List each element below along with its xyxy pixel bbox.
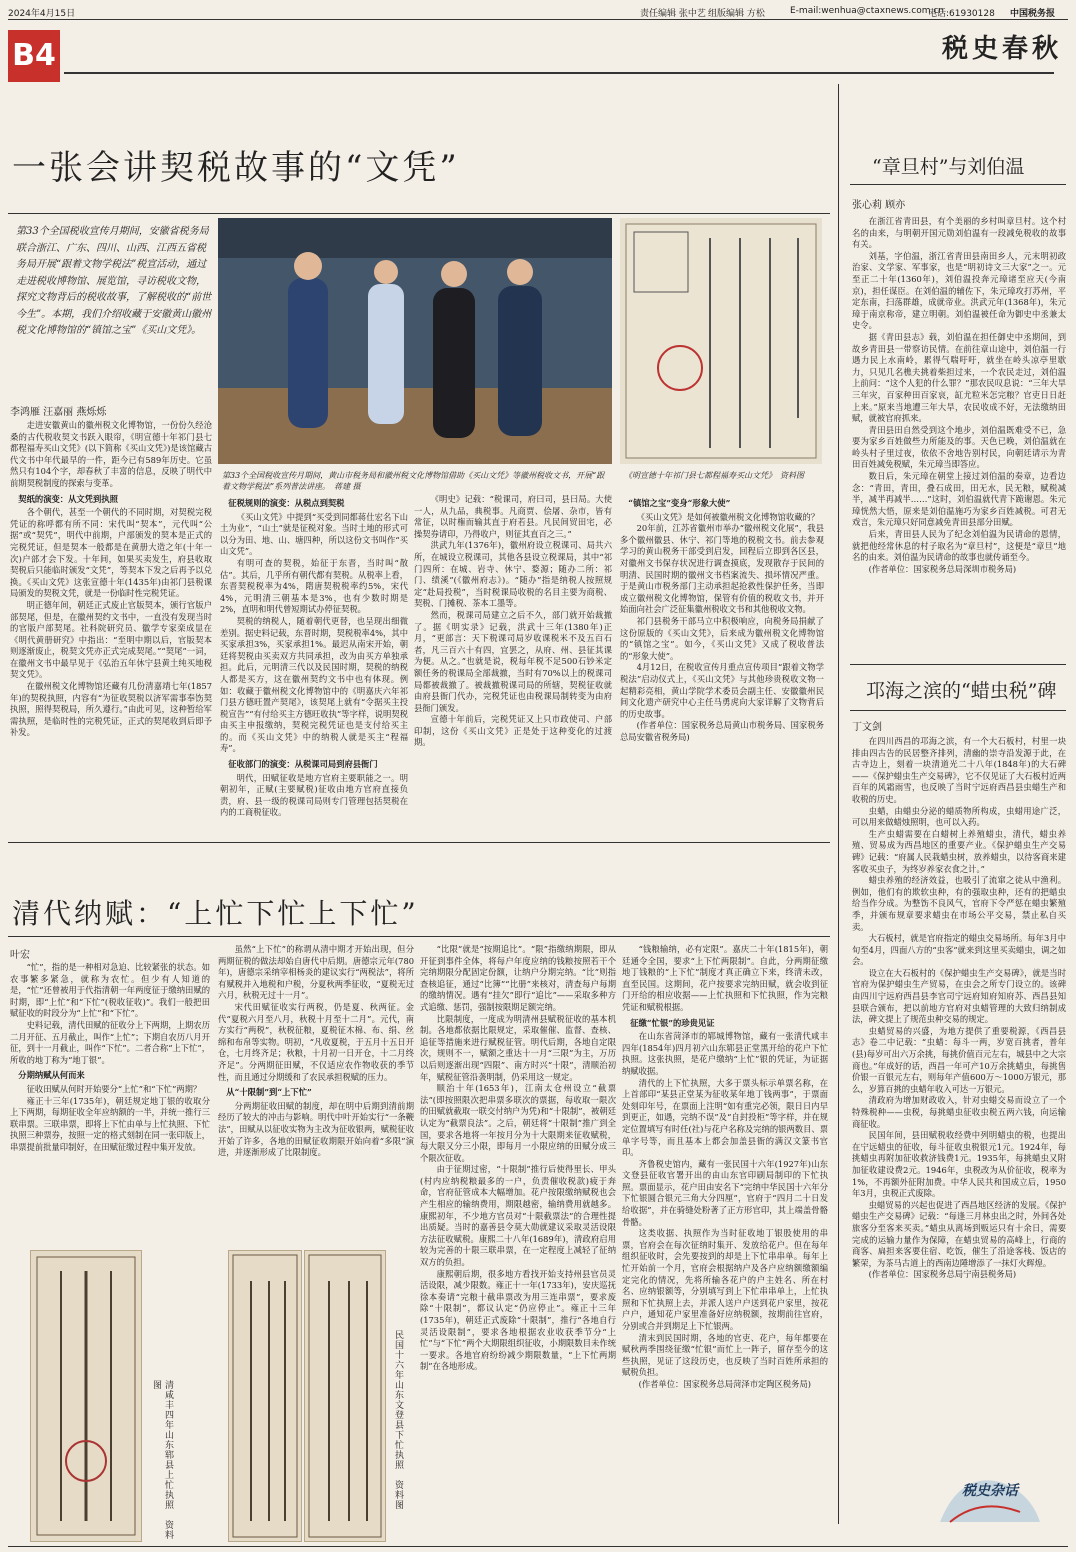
article2-image1-caption: 清咸丰四年山东郓县上忙执照 资料图: [151, 1380, 173, 1540]
footer-rule: [8, 1546, 1068, 1547]
article1-photo-lecture: [218, 218, 612, 464]
subheading: 从“十限制”到“上下忙”: [226, 1087, 312, 1098]
article2-column-2: 虽然“上下忙”的称谓从清中期才开始出现，但分两期征税的做法却始自唐代中后期。唐德宗元年(780年)，唐德宗采纳宰相杨炎的建议实行“两税法”，将所有赋税并入地税和户税，分夏秋两季征收，“夏税无过六月，秋税无过十一月”。 宋代田赋征收实行两税，仍是夏、秋两征。金代“夏税六月至八月，秋税十月至十二月”。元代，南方实行“两税”，秋税征粮，夏税征木棉、布、绢、丝绵和布帛等实物。明初，“凡收夏税，于五月十五日开仓，七月终齐足；秋粮，十月初一日开仓，十二月终齐足”。分两期征田赋，不仅适应农作物收获的季节性，而且通过分期缓和了农民承担税赋的压力。 从“十限制”到“上下忙” 分两期征收田赋的制度，却在明中后期到清前期经历了较大的冲击与影响。明代中叶开始实行“一条鞭法”，田赋从以征收实物为主改为征收银两，赋税征收开始了许多，各地的田赋征收期限开始向着“多限”演进，并逐渐形成了比限制度。: [218, 944, 414, 1158]
article1-column-3: 《明史》记载：“税课司，府曰司，县曰局。大使一人，从九品，典税事。凡商贾、侩屠、杂市，皆有常征，以时権而输其直于府若县。凡民间贸田宅，必操契券请印，乃得收户，则征其直百之三。” 洪武九年(1376年)，徽州府设立税课司、局共六所，在城设立税课司，其他各县设立税课局，其中“祁门四所：在城、岩寺、休宁、婺源；随办二所：祁门、绩溪”(《徽州府志》)。“随办”指是纳税人按照规定“赴局投税”，当时税课局收税的名目主要为商税、契税、门摊税、茶本工墨等。 然而，税课司局建立之后不久，部门就开始裁撤了。据《明实录》记载，洪武十三年(1380年)正月，“更部言：天下税课司局岁收课税米不及五百石者，凡三百六十有四，宜罢之，从府、州、县征其课为便。从之。”也就是说，税每年税不足500石钞米定额任务的税课局全部裁撤，当时有70%以上的税课司局都被裁撤了。被裁撤税课司局的所辖，契税征收就由府县衙门代办，完税凭证也由税课局制转变为由府县衙门颁发。 宣德十年前后，完税凭证又上只市政使司、户部印制，这份《买山文凭》正是处于这种变化的过渡期。: [414, 494, 612, 748]
photo2-credit: 资料图: [780, 471, 804, 480]
receipt-2-art: [229, 1251, 301, 1541]
article1-byline: 李鸿雁 汪嘉丽 燕烁烁: [10, 407, 107, 418]
article1-title: 一张会讲契税故事的“文凭”: [12, 148, 460, 188]
article4-byline: 丁文剑: [852, 722, 882, 733]
photo1-credit: 蒋建 摄: [334, 482, 361, 491]
receipt-3-art: [305, 1251, 385, 1541]
article1-column-2: 征税规则的演变：从税点到契税 《买山文凭》中提到“买受到同都蒋仕宏名下山土为业”，“山土”就是征税对象。当时土地的形式可以分为田、地、山、塘四种，所以这份文书叫作“买山文凭”。 有明可查的契税，始征于东晋，当时叫“散估”。其后，几乎所有朝代都有契税。从税率上看，东晋契税税率为4%，隋唐契税税率约5%，宋代4%，元明清三朝基本是3%，也有少数时期是2%，直明和明代曾短期试办停征契税。 契税的纳税人，随着朝代更替，也呈现出细微差别。据史料记载，东晋时期，契税税率4%，其中买家承担3%，买家承担1%。最迟从南宋开始，朝廷将契税由买卖双方共同承担，改为由买方单独承担。此后，元明清三代以及民国时期，契税的纳税人都是买方，这在徽州契约文书中也有体现。例如：收藏于徽州税文化博物馆中的《明嘉庆六年祁门县方德旺置产契尾》，该契尾上就有“令据买主投税宣告”“有付给买主方德旺收执”等字样，说明契税由买主申报缴纳，契税完税凭证也是支付给买主的。而《买山文凭》中的纳税人就是买主“程福寿”。 征收部门的演变：从税课司局到府县衙门 明代，田赋征收是地方官府主要职能之一。明朝初年，正赋(主要赋税)征收由地方官府直接负责，府、县一级的税课司局则专门管理包括契税在内的工商税征收。: [220, 498, 408, 818]
header-layout: 组版编辑 方松: [708, 9, 765, 19]
header-rule: [8, 19, 1068, 20]
header-phone: 电话:61930128: [928, 9, 995, 19]
article2-column-4: “钱粮输纳，必有定限”。嘉庆二十年(1815年)，朝廷通令全国，要求“上下忙两限制”。自此，分两期征缴地丁钱粮的“上下忙”制度才真正确立下来，终清未改，直至民国。这期间，花户按要求完纳田赋，就会收到征门开给的相应收据——上忙执照和下忙执照，作为完粮凭证和赋税根据。 征缴“忙银”的珍贵见证 在山东省菏泽市的郓城博物馆，藏有一张清代咸丰四年(1854年)四月初六山东郓县正堂黑开给的花户下忙执照。这张执照，是花户缴纳“上忙”银的凭证，为证据纳赋收据。 清代的上下忙执照，大多于票头标示单票名称，在上首部印“某县正堂某为征收某年地丁钱两事”，于票面处刻印年号，在票面上注明“如有重完必领，限日日内早到更正，如遇，完纳不误”及“自封投柜”等字样，并在规定位置填写有时任(社)与花户名称及完纳的银两数目、票单字号等，而且基本上都会加盖县衙的满汉文篆书官印。 齐鲁税史馆内，藏有一张民国十六年(1927年)山东文登县征收官署开出的由山东官印刷局制印的下忙执照。票面显示，花户田由安名下“完纳中华民国十六年分下忙银圆合银元三角大分四厘”，官府于“四月二十日发给收据”，并在骑缝处粉著了正方形官印，其上端盖骨骼骨骼。 这类收据、执照作为当时征收地丁银股使用的串票，官府会在每次征纳时集开、发放给花户。但在每年组织征收时，会先要按到的却是上下忙串串单。每年上忙开始前一个月，官府会根据纳户及各户应纳额缴额编定完化的情况，先将所输各花户的户主姓名、所在村名、应纳银额等，分别填写到上下忙串串单上，上忙执照和下忙执照上去，并派人送户户送到花户家里，按花户户，通知花户家里准备好应纳税额，按期前往官府，分别或合并到期足上下忙银两。 清末到民国时期，各地的官吏、花户，每年都要在赋秋两季围绕征缴“忙银”而忙上一阵子，留存至今的这些执照，见证了这段历史，也反映了当时百姓所承担的赋税负担。 (作者单位：国家税务总局菏泽市定陶区税务局): [622, 944, 828, 1389]
article2-title: 清代纳赋：“上忙下忙上下忙”: [12, 897, 419, 930]
article1-photo2-caption: 《明宣德十年祁门县七都程福寿买山文凭》 资料图: [624, 471, 804, 480]
logo-text: 税史杂话: [962, 1483, 1018, 1499]
subheading: 征税规则的演变：从税点到契税: [228, 498, 345, 508]
article4-top-rule: [850, 664, 1066, 665]
article2-column-1: “忙”，指的是一种相对急迫、比较紧张的状态。如农事繁多紧急，就称为农忙。但少有人知道的是，“忙”还曾被用于代指清朝一年两度征于缴纳田赋的时期，即“上忙”和“下忙”(税收征收)”。我们一般把田赋征收的时段分为“上忙”和“下忙”。 史料记载，清代田赋的征收分上下两期，上期农历二月开征、五月截止，叫作“上忙”；下期自农历八月开征，到十一月截止，叫作“下忙”。二者合称“上下忙”，所收的地丁称为“地丁银”。 分期纳赋从何而来 征收田赋从何时开始要分“上忙”和“下忙”两期？ 雍正十三年(1735年)，朝廷规定地丁银的收取分上下两期，每期征收全年应纳额的一半，并统一推行三联串票。三联串票，即将上下忙由单与上忙执照、下忙执照三种票券，按照一定的格式刻制在同一张印版上，串票提前批量印制好，在田赋征缴过程中集开发放。: [10, 962, 210, 1152]
article4-body: 在四川西昌的邛海之滨，有一个大石板村，村里一块排由四古告的民居整齐排列，清幽的崇寺沿发源于此，在古寺边上，刻着一块清道光二十八年(1848年)的大石碑——《保护蜡虫生产交易碑》，它不仅见证了大石板村近两百年的风霜雨雪，也反映了当时宁远府西昌县虫蜡生产和收税的历史。 虫蜡，由蜡虫分泌的蜡质物所构成，虫蜡用途广泛，可以用来做蜡烛照明，也可以入药。 生产虫蜡需要在白蜡树上养殖蜡虫，清代，蜡虫养殖、贸易成为西昌地区的重要产业。《保护蜡虫生产交易碑》记载：“府属人民栽蜡虫树，放养蜡虫，以待客商来建客收买虫子，为终岁养家衣食之计。” 蜡虫养殖的经济效益，也吸引了流窜之徒从中渔利。例如，他们有的欺软虫种，有的强取虫种，还有的把蜡虫给当作分成。为整饬不良风气，官府下令严惩在蜡虫繁殖季，并颁布规章要求蜡虫在市场公平交易，禁止私自买卖。 大石板村，就是官府指定的蜡虫交易场所。每年3月中旬至4月，四面八方的“虫客”就来到这里买卖蜡虫，调之如会。 设立在大石板村的《保护蜡虫生产交易碑》，就是当时官府为保护蜡虫生产贸易，在虫会之所专门设立的。该碑由四川宁远府西昌县李官司宁远府知府知府苏、西昌县知县联合颁布，把以前地方官府对虫蜡管理的大致归纳制成法，碑文提上了规范虫种交易的规定。 虫蜡贸易的兴盛，为地方提供了重要税源，《西昌县志》卷二中记载：“虫蜡：每斗一两，岁宽百挑者，普年(县)每岁可出六万余挑，每挑价值百元左右，城县中之大宗商也。”年成好的话，西昌一年可产10万余挑蜡虫，每挑售价银一百银元左右，则每年产值600万～1000万银元，那么，岁算百挑的虫蜡年收入可达一万银元。 清政府为增加财政收入，针对虫蜡交易而设立了一个特殊税种——虫税，每挑蜡虫征收虫税五两六钱，向运输商征收。 民国年间，县田赋税收经费中列明蜡虫的税，也提出在宁远蜡虫的征收，每斗征收虫税银元1元。1924年，每挑蜡虫再附加征收救济钱费1元。1935年，每挑蜡虫又附加征收建设费2元。1946年，虫税改为从价征收，税率为1%，不再额外征附加费。中华人民共和国成立后，1950年3月，虫税正式废除。 虫蜡贸易的兴起也促进了西昌地区经济的发展。《保护蜡虫生产交易碑》记载：“每逢三月林虫出之时，外间各处旅客分至客来买卖。”蜡虫从离场到贩运只有十余日，需要完成的运输力量作为保障，在蜡虫贸易的高峰上，行商的商客、扁担来客要住宿、吃饭，催生了沿途客栈、饭店的繁荣，为茶马古道上的西南边陲增添了一抹灯火辉煌。 (作者单位：国家税务总局宁南县税务局): [852, 736, 1066, 1280]
article3-title-rule: [850, 184, 1066, 185]
header-email: E-mail:wenhua@ctaxnews.com.cn: [790, 6, 944, 16]
subheading: 征收部门的演变：从税课司局到府县衙门: [228, 759, 378, 770]
page-code-badge: B4: [8, 30, 60, 82]
header-date: 2024年4月15日: [8, 9, 76, 19]
subheading: 契纸的演变：从文凭到执照: [18, 493, 118, 504]
header-paper: 中国税务报: [1010, 9, 1056, 19]
article4-author-note: (作者单位：国家税务总局宁南县税务局): [868, 1269, 1017, 1280]
article2-byline: 叶宏: [10, 950, 30, 961]
column-logo: [930, 1452, 1050, 1532]
article2-image2-caption: 民国十六年山东文登县下忙执照 资料图: [393, 1330, 403, 1510]
subheading: 分期纳赋从何而来: [18, 1070, 85, 1081]
article1-column-4: “镇馆之宝”变身“形象大使” 《买山文凭》是如何被徽州税文化博物馆收藏的？ 20年前，江苏省徽州市举办“徽州税文化展”，我县多个徽州徽县、休宁、祁门等地的税税文书。前去参观学习的黄山税务干部受到启发，回程后立即到各区县，对徽州文书保存状况进行调查摸底，发现散存于民间的明清、民国时期的徽州文书档案流失、损坏情况严重。于是黄山市税务部门主动承担起抢救性保护任务，当即成立徽州税文化博物馆，保管有价值的税收文书，并开始面向社会广泛征集徽州税收文书和其他税收文物。 祁门县税务干部马立中积极响应，向税务局捐献了这份原版的《买山文凭》，后来成为徽州税文化博物馆的“镇馆之宝”。如今，《买山文凭》又成了税收普法的“形象大使”。 4月12日，在税收宣传月重点宣传项目“跟着文物学税法”启动仪式上，《买山文凭》与其他珍贵税收文物一起精彩亮相，黄山学院学术委员会副主任、安徽徽州民间文化遗产研究中心主任马勇虎向大家详解了文物背后的历史故事。 (作者单位：国家税务总局黄山市税务局、国家税务总局安徽省税务局): [620, 498, 824, 742]
subheading: “镇馆之宝”变身“形象大使”: [628, 498, 731, 508]
header-editor: 责任编辑 张中艺: [640, 9, 706, 19]
receipt-1-art: [31, 1251, 141, 1541]
article1-title-rule: [8, 213, 830, 214]
article1-author-note: (作者单位：国家税务总局黄山市税务局、国家税务总局安徽省税务局): [620, 720, 824, 742]
section-divider: [8, 842, 830, 843]
article2-column-3: “比限”就是“按期追比”。“限”指缴纳期限，即从开征到事件全体，将每户年度应纳的钱粮按照若干个完纳期限分配固定份额，让纳户分期完纳。“比”则指查核追征，通过“比簿”“比册”来核对，清查每户每期的缴纳情况。遇有“挂欠”即行“追比”——采取多种方式追缴、惩罚，强制按限期足额完纳。 比限制度，一度成为明清州县赋税征收的基本机制。各地都依据比限规定，采取催催、监督、查核、追征等措施来进行赋税征管。明代后期，各地自定限次，规则不一，赋额之重达十一月“三限”为主，万历以后则逐渐出现“四限”、南方时兴“十限”，清顺治初年，赋税征管沿袭明制，仍采用这一规定。 顺治十年(1653年)，江南太仓州设立“截票法”(即按照限次把串票多联次的票据，每收取一限次的田赋就截取一联交付纳户为凭)和“十限制”，被朝廷认定为“截票良法”。之后，朝廷将“十限制”推广到全国，要求各地将一年按月分为十大限期来征收赋税，每大限又分三小限，即每月一小限应纳的田赋分成三个限次征收。 由于征期过密，“十限制”推行后使得里长、甲头(村内应纳税粮最多的一户，负责催收税款)疲于奔命，官府征管成本大幅增加。花户按限缴纳赋税也会产生相应的输纳费用，期限越密，输纳费用就越多。康熙初年，不少地方官员对“十限截票法”的合理性提出质疑。当时的嘉善县令莫大勋就建议采取灵活设限方法征收赋税。康熙二十八年(1689年)，清政府启用较为完善的十限三联串票，在一定程度上减轻了征纳双方的负担。 康熙朝后期，很多地方看找开始支持州县官员灵活设限，减少限数。雍正十一年(1733年)，安庆巡抚徐本奏请“完粮十截串票改为用三连串票”，要求废除“十限制”，都议认定“仍应停止”。雍正十三年(1735年)，朝廷正式废除“十限制”，推行“各地自行灵活设限制”，要求各地根据农业收获季节分“上忙”与“下忙”两个大期限组织征收，小期限数目未作统一要求。各地官府纷纷减少期限数量，“上下忙两期制”在各地形成。: [420, 944, 616, 1372]
article2-receipt-image-1: [30, 1250, 142, 1542]
article2-receipt-image-2: [228, 1250, 302, 1542]
subheading: 征缴“忙银”的珍贵见证: [630, 1017, 715, 1028]
article3-byline: 张心莉 顾亦: [852, 200, 906, 211]
article3-body: 在浙江省青田县，有个美丽的乡村叫章旦村。这个村名的由来，与明朝开国元勋刘伯温有一段减免税收的故事有关。 刘基，字伯温，浙江省青田县南田乡人，元末明初政治家、文学家、军事家，也是“明初诗文三大家”之一。元至正二十年(1360年)，刘伯温投奔元璋诸至应天(今南京)，担任谋臣。在刘伯温的辅佐下，朱元璋攻打苏州，平定东南，扫荡群雄，成就帝业。洪武元年(1368年)，朱元璋于南京称帝，建立明朝。刘伯温被任命为御史中丞兼太史令。 据《青田县志》载，刘伯温在担任御史中丞期间，到故乡青田县一带察访民情。在前往章山途中，刘伯温一行遇力民上水南岭，累得气喘吁吁，就坐在岭头凉亭里歇力，只见几名樵夫挑着柴担过来，一个农民走过，刘伯温上前问：“这个人犯的什么罪？”那农民叹息说：“三年大旱三年灾，百家种田百家哀，缸尤粒米怎完粮？官吏日日赶上来。”原来当地遭三年大旱，农民收成不好，无法缴纳田赋，就被官府抓来。 青田县田自然受到这个地步，刘伯温既难受不已，急要为家乡百姓做些力所能及的事。天色已晚，刘伯温就在岭头村子里过夜，依依不舍地告别村民，向朝廷请示为青田百姓减免税赋，朱元璋当即答应。 数日后，朱元璋在朝堂上接过刘伯温的奏章，边看边念：“青田，青田，叠石成田，田无水，民无粮，赋税减半，减半再减半……”这时，刘伯温就代青下跪谢恩。朱元璋恍然大悟，原来是刘伯温施巧为家乡百姓减税。可君无戏言，朱元璋只好同意减免青田县部分田赋。 后来，青田县人民为了纪念刘伯温为民请命的恩情，就把他经常休息的村子取名为“章旦村”，这便是“章旦”地名的由来。刘伯温为民请命的故事也就传诵至今。 (作者单位：国家税务总局深圳市税务局): [852, 216, 1066, 574]
lecture-photo-art: [218, 218, 612, 464]
article2-title-rule: [8, 936, 830, 937]
page-header: [0, 0, 1076, 20]
article4-title-rule: [850, 710, 1066, 711]
article3-title: “章旦村”与刘伯温: [872, 156, 1025, 178]
article4-title: 邛海之滨的“蜡虫税”碑: [866, 680, 1057, 702]
column-name: 税史春秋: [941, 34, 1062, 64]
column-divider: [838, 84, 839, 1524]
article1-column-1: 走进安徽黄山的徽州税文化博物馆，一份份久经沧桑的古代税收契文书跃入眼帘，《明宣德十年祁门县七都程福寿买山文凭》(以下简称《买山文凭》)是该馆藏古代文书中年代最早的一件，距今已有589年历史。它虽然只有104个字，却春秋了丰富的信息，反映了明代中前期契税制度的探索与变革。 契纸的演变：从文凭到执照 各个朝代，甚至一个朝代的不同时期，对契税完税凭证的称呼都有所不同：宋代叫“契本”，元代叫“公据”或“契凭”，明代中前期，户部颁发的契本是正式的完税凭证，但是契本一般都是在黄册大造之年(十年一次)户部才会下发。十年间，如果买卖发生，府县收取契税后只能临时颁发“文凭”，等契本下发之后再予以兑换。《买山文凭》这张宣德十年(1435年)由祁门县税课局颁发的契税文凭，就是一份临时性完税凭证。 明正德年间，朝廷正式废止官版契本，颁行官版户部契尾，但是，在徽州契约文书中，一直没有发现当时的官版户部契尾。社科院研究员、徽学专家栾成显在《明代黄册研究》中指出：“至明中期以后，官版契本则逐渐废止，税契文凭亦正式完成契尾。”“契尾”一词，在徽州文书中最早见于《弘治五年休宁县黄土纯买地税契文凭》。 在徽州税文化博物馆还藏有几份清嘉靖七年(1857年)的契税执照，内容有“为征收契税以济军需事奉饬契执照，照得契税局，所久遵行。”由此可见，这种暂给军需执照，是临时性的完税凭证，正式的契尾收到后即予补发。: [10, 420, 212, 738]
article1-lead: 第33个全国税收宣传月期间，安徽省税务局联合浙江、广东、四川、山西、江西五省税务局开展“跟着文物学税法”税宣活动，通过走进税收博物馆、展览馆，寻访税收文物，探究文物背后的税收故事，了解税收的“前世今生”。本期，我们介绍收藏于安徽黄山徽州税文化博物馆的“镇馆之宝”《买山文凭》。: [16, 226, 212, 336]
article1-photo-document: [620, 218, 822, 464]
document-photo-art: [620, 218, 822, 464]
article3-author-note: (作者单位：国家税务总局深圳市税务局): [868, 563, 1017, 574]
article1-photo1-caption: 第33个全国税收宣传月期间，黄山市税务局和徽州税文化博物馆借助《买山文凭》等徽州税收文书，开展“跟着文物学税法”系列普法讲座。 蒋建 摄: [222, 471, 605, 491]
article2-author-note: (作者单位：国家税务总局菏泽市定陶区税务局): [638, 1378, 812, 1389]
masthead-rule: [64, 72, 1054, 74]
article2-receipt-image-3: [304, 1250, 386, 1542]
